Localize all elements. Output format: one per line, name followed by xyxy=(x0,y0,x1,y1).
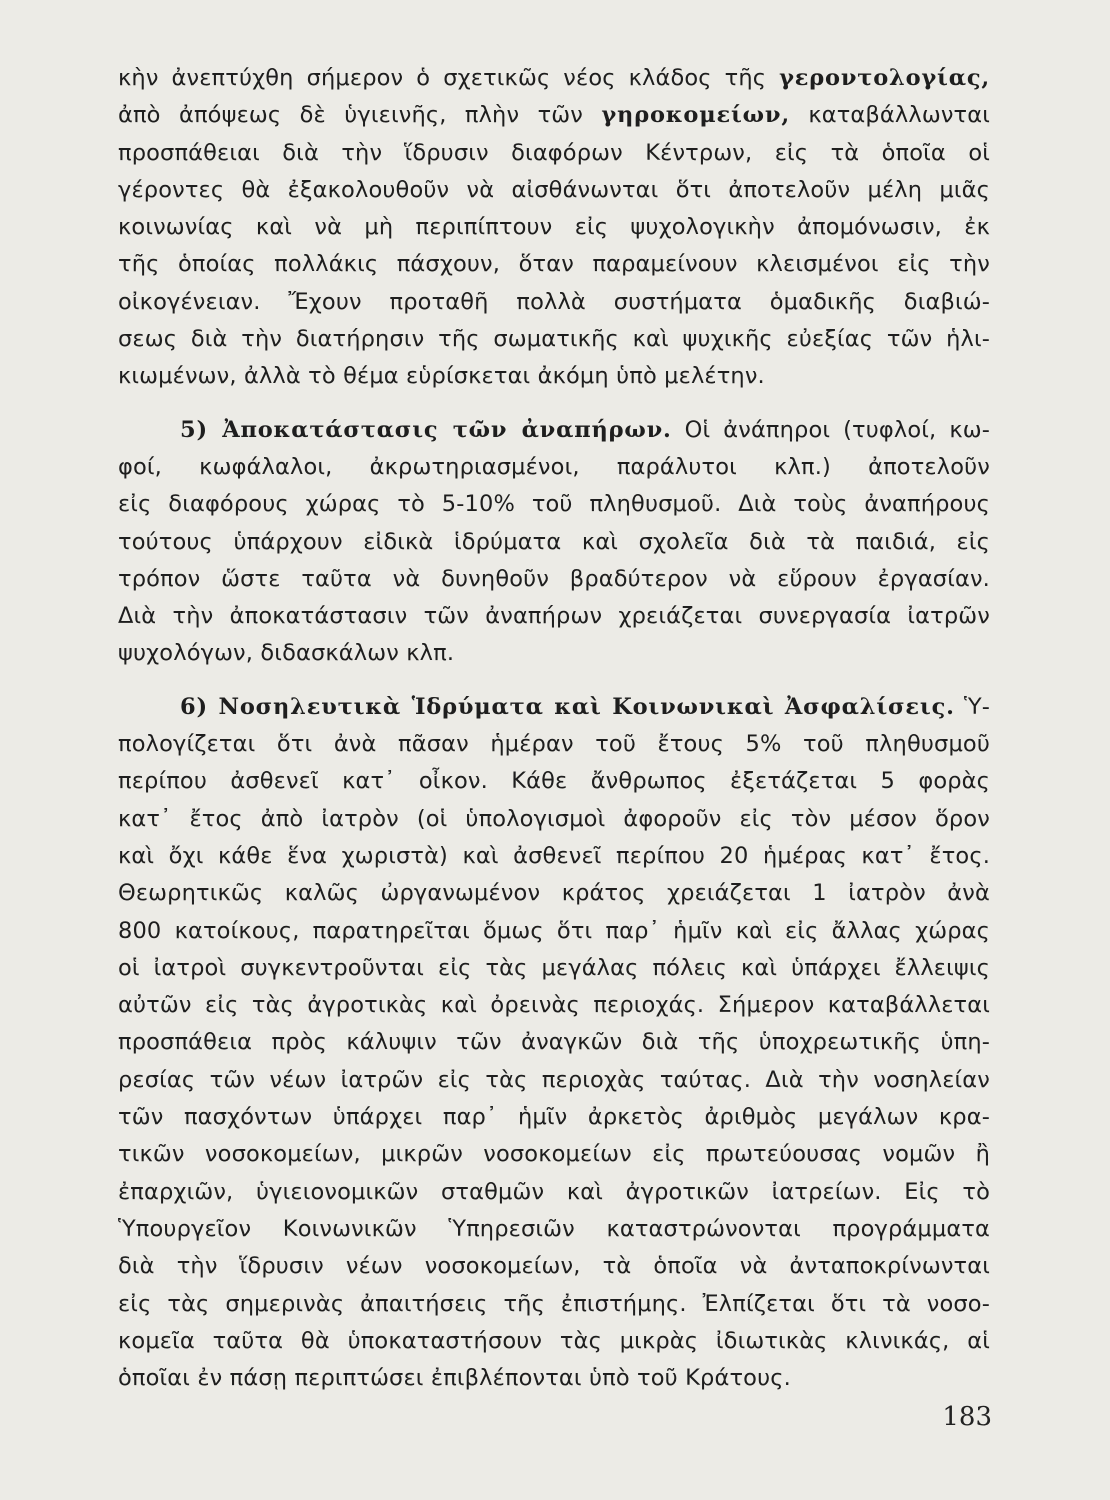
text-span: προσπάθειαι διὰ τὴν ἵδρυσιν διαφόρων Κέντρων, εἰς τὰ ὁποῖα οἱ xyxy=(118,139,990,166)
text-span: τῆς ὁποίας πολλάκις πάσχουν, ὅταν παραμείνουν κλεισμένοι εἰς τὴν xyxy=(118,251,990,278)
paragraph xyxy=(118,60,990,396)
paragraph-gap xyxy=(118,396,990,412)
text-span: τικῶν νοσοκομείων, μικρῶν νοσοκομείων εἰς πρωτεύουσας νομῶν ἢ xyxy=(118,1141,990,1168)
text-line xyxy=(118,763,990,800)
text-line xyxy=(118,358,990,395)
paragraph xyxy=(118,689,990,1398)
text-span: κοινωνίας καὶ νὰ μὴ περιπίπτουν εἰς ψυχολογικὴν ἀπομόνωσιν, ἐκ xyxy=(118,214,990,241)
text-span: ἀπὸ ἀπόψεως δὲ ὑγιεινῆς, πλὴν τῶν xyxy=(118,102,602,129)
text-span: Διὰ τὴν ἀποκατάστασιν τῶν ἀναπήρων χρειάζεται συνεργασία ἰατρῶν xyxy=(118,603,990,630)
text-line xyxy=(118,1323,990,1360)
text-line xyxy=(118,913,990,950)
text-line xyxy=(118,1174,990,1211)
text-line xyxy=(118,561,990,598)
page-number: 183 xyxy=(942,1402,992,1432)
bold-term: 5) Ἀποκατάστασις τῶν ἀναπήρων. xyxy=(180,416,672,443)
text-line xyxy=(118,598,990,635)
paragraph-gap xyxy=(118,673,990,689)
text-line xyxy=(118,801,990,838)
text-line xyxy=(118,172,990,209)
text-span: ψυχολόγων, διδασκάλων κλπ. xyxy=(118,640,455,667)
text-span: ἐπαρχιῶν, ὑγιειονομικῶν σταθμῶν καὶ ἀγροτικῶν ἰατρείων. Εἰς τὸ xyxy=(118,1178,990,1205)
text-line xyxy=(118,838,990,875)
text-span: οἰκογένειαν. Ἔχουν προταθῆ πολλὰ συστήματα ὁμαδικῆς διαβιώ- xyxy=(118,288,990,315)
text-span: κιωμένων, ἀλλὰ τὸ θέμα εὑρίσκεται ἀκόμη ὑπὸ μελέτην. xyxy=(118,363,765,390)
text-line xyxy=(118,987,990,1024)
text-span: αὐτῶν εἰς τὰς ἀγροτικὰς καὶ ὀρεινὰς περιοχάς. Σήμερον καταβάλλεται xyxy=(118,992,990,1019)
text-line xyxy=(118,1211,990,1248)
text-line xyxy=(118,209,990,246)
text-span: οἱ ἰατροὶ συγκεντροῦνται εἰς τὰς μεγάλας πόλεις καὶ ὑπάρχει ἔλλειψις xyxy=(118,954,990,981)
text-line xyxy=(118,635,990,672)
text-line xyxy=(118,60,990,97)
text-span: γέροντες θὰ ἐξακολουθοῦν νὰ αἰσθάνωνται ὅτι ἀποτελοῦν μέλη μιᾶς xyxy=(118,176,990,203)
text-span: ὁποῖαι ἐν πάσῃ περιπτώσει ἐπιβλέπονται ὑπὸ τοῦ Κράτους. xyxy=(118,1365,791,1392)
text-line xyxy=(118,1286,990,1323)
text-line xyxy=(118,950,990,987)
text-span: καὶ ὄχι κάθε ἕνα χωριστὰ) καὶ ἀσθενεῖ περίπου 20 ἡμέρας κατ᾽ ἔτος. xyxy=(118,842,990,869)
text-span: εἰς τὰς σημερινὰς ἀπαιτήσεις τῆς ἐπιστήμης. Ἐλπίζεται ὅτι τὰ νοσο- xyxy=(118,1290,990,1317)
bold-term: γηροκομείων, xyxy=(601,102,790,129)
text-span: Ὑπουργεῖον Κοινωνικῶν Ὑπηρεσιῶν καταστρώνονται προγράμματα xyxy=(118,1215,990,1242)
text-span: τούτους ὑπάρχουν εἰδικὰ ἱδρύματα καὶ σχολεῖα διὰ τὰ παιδιά, εἰς xyxy=(118,528,990,555)
text-span: κατ᾽ ἔτος ἀπὸ ἰατρὸν (οἱ ὑπολογισμοὶ ἀφοροῦν εἰς τὸν μέσον ὅρον xyxy=(118,805,990,832)
text-span: προσπάθεια πρὸς κάλυψιν τῶν ἀναγκῶν διὰ τῆς ὑποχρεωτικῆς ὑπη- xyxy=(118,1029,990,1056)
text-span: τρόπον ὥστε ταῦτα νὰ δυνηθοῦν βραδύτερον νὰ εὕρουν ἐργασίαν. xyxy=(118,565,990,592)
text-line xyxy=(118,875,990,912)
text-span: 800 κατοίκους, παρατηρεῖται ὅμως ὅτι παρ᾽ ἡμῖν καὶ εἰς ἄλλας χώρας xyxy=(118,917,990,944)
text-span: κομεῖα ταῦτα θὰ ὑποκαταστήσουν τὰς μικρὰς ἰδιωτικὰς κλινικάς, αἱ xyxy=(118,1327,990,1354)
text-line xyxy=(118,97,990,134)
text-line xyxy=(118,1062,990,1099)
text-span: Οἱ ἀνάπηροι (τυφλοί, κω- xyxy=(671,416,990,443)
text-span: σεως διὰ τὴν διατήρησιν τῆς σωματικῆς καὶ ψυχικῆς εὐεξίας τῶν ἡλι- xyxy=(118,326,990,353)
text-span: φοί, κωφάλαλοι, ἀκρωτηριασμένοι, παράλυτοι κλπ.) ἀποτελοῦν xyxy=(118,453,990,480)
text-line xyxy=(118,524,990,561)
text-span: κὴν ἀνεπτύχθη σήμερον ὁ σχετικῶς νέος κλάδος τῆς xyxy=(118,65,780,91)
text-line xyxy=(118,321,990,358)
text-span: καταβάλλωνται xyxy=(789,102,990,129)
text-line xyxy=(118,486,990,523)
body-text xyxy=(118,60,990,1397)
text-span: Ὑ- xyxy=(954,693,991,720)
text-line xyxy=(118,726,990,763)
text-line xyxy=(118,1248,990,1285)
text-line xyxy=(118,1099,990,1136)
text-line xyxy=(118,449,990,486)
text-span: διὰ τὴν ἵδρυσιν νέων νοσοκομείων, τὰ ὁποῖα νὰ ἀνταποκρίνωνται xyxy=(118,1253,990,1280)
text-span: Θεωρητικῶς καλῶς ὠργανωμένον κράτος χρειάζεται 1 ἰατρὸν ἀνὰ xyxy=(118,880,990,907)
text-line xyxy=(118,412,990,449)
text-span: περίπου ἀσθενεῖ κατ᾽ οἶκον. Κάθε ἄνθρωπος ἐξετάζεται 5 φορὰς xyxy=(118,768,990,795)
text-line xyxy=(118,689,990,726)
text-line xyxy=(118,1360,990,1397)
text-span: τῶν πασχόντων ὑπάρχει παρ᾽ ἡμῖν ἀρκετὸς ἀριθμὸς μεγάλων κρα- xyxy=(118,1104,990,1131)
text-span: πολογίζεται ὅτι ἀνὰ πᾶσαν ἡμέραν τοῦ ἔτους 5% τοῦ πληθυσμοῦ xyxy=(118,731,990,758)
text-line xyxy=(118,1024,990,1061)
bold-term: γεροντολογίας, xyxy=(779,65,990,91)
text-span: εἰς διαφόρους χώρας τὸ 5-10% τοῦ πληθυσμοῦ. Διὰ τοὺς ἀναπήρους xyxy=(118,491,990,518)
text-line xyxy=(118,284,990,321)
text-line xyxy=(118,246,990,283)
bold-term: 6) Νοσηλευτικὰ Ἱδρύματα καὶ Κοινωνικαὶ Ἀσφαλίσεις. xyxy=(180,693,955,720)
text-line xyxy=(118,135,990,172)
paragraph xyxy=(118,412,990,673)
text-line xyxy=(118,1136,990,1173)
text-span: ρεσίας τῶν νέων ἰατρῶν εἰς τὰς περιοχὰς ταύτας. Διὰ τὴν νοσηλείαν xyxy=(118,1066,990,1093)
